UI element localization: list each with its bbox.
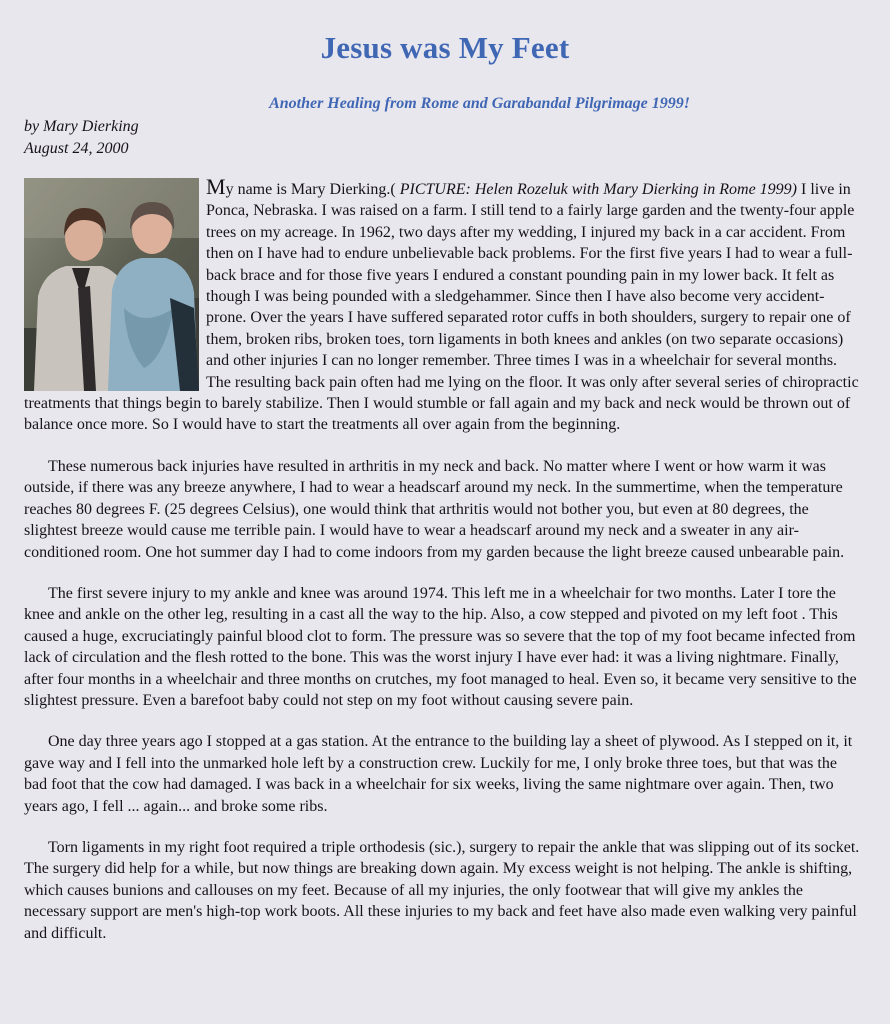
byline bbox=[24, 116, 139, 160]
drop-cap: M bbox=[206, 174, 226, 199]
article-subtitle: Another Healing from Rome and Garabandal Pilgrimage 1999! bbox=[269, 95, 690, 112]
paragraph-1-lead: y name is Mary Dierking.( bbox=[225, 181, 396, 198]
paragraph-1-text: I live in Ponca, Nebraska. I was raised on a farm. I still tend to a fairly large garden and the twenty-four apple trees on my acreage. In 1962, two days after my wedding, I injured my back in a car accident. From then on I have had to endure unbelievable back problems. For the first five years I had to wear a full-back brace and for those five years I endured a constant pounding pain in my lower back. It felt as though I was being pounded with a sledgehammer. Since then I have also become very accident-prone. Over the years I have suffered separated rotor cuffs in both shoulders, surgery to repair one of them, broken ribs, broken toes, torn ligaments in both knees and ankles (on two separate occasions) and other injuries I can no longer remember. Three times I was in a wheelchair for several months. The resulting back pain often had me lying on the floor. It was only after several series of chiropractic treatments that things begin to barely stabilize. Then I would stumble or fall again and my back and neck would be thrown out of balance once more. So I would have to start the treatments all over again from the beginning. bbox=[24, 181, 859, 434]
photo-caption: PICTURE: Helen Rozeluk with Mary Dierking in Rome 1999) bbox=[395, 181, 797, 198]
paragraph-2: These numerous back injuries have resulted in arthritis in my neck and back. No matter where I went or how warm it was outside, if there was any breeze anywhere, I had to wear a headscarf around my neck. In the summertime, when the temperature reaches 80 degrees F. (25 degrees Celsius), one would think that arthritis would not bother you, but even at 80 degrees, the slightest breeze would cause me terrible pain. I would have to wear a headscarf around my neck and a sweater in any air-conditioned room. One hot summer day I had to come indoors from my garden because the light breeze caused unbearable pain. bbox=[24, 457, 845, 561]
author-name: by Mary Dierking bbox=[24, 118, 139, 135]
paragraph-4: One day three years ago I stopped at a gas station. At the entrance to the building lay a sheet of plywood. As I stepped on it, it gave way and I fell into the unmarked hole left by a construction crew. Luckily for me, I only broke three toes, but that was the bad foot that the cow had damaged. I was back in a wheelchair for six weeks, living the same nightmare over again. Then, two years ago, I fell ... again... and broke some ribs. bbox=[24, 733, 853, 815]
photo-of-two-women bbox=[24, 178, 199, 391]
article-date: August 24, 2000 bbox=[24, 140, 129, 157]
article-body bbox=[24, 176, 864, 964]
photo-image bbox=[24, 178, 199, 391]
article-title: Jesus was My Feet bbox=[320, 30, 570, 65]
paragraph-5: Torn ligaments in my right foot required a triple orthodesis (sic.), surgery to repair the ankle that was slipping out of its socket. The surgery did help for a while, but now things are breaking down again. My excess weight is not helping. The ankle is shifting, which causes bunions and callouses on my feet. Because of all my injuries, the only footwear that will give my ankles the necessary support are men's high-top work boots. All these injuries to my back and feet have also made even walking very painful and difficult. bbox=[24, 838, 860, 942]
paragraph-3: The first severe injury to my ankle and knee was around 1974. This left me in a wheelchair for two months. Later I tore the knee and ankle on the other leg, resulting in a cast all the way to the hip. Also, a cow stepped and pivoted on my left foot . This caused a huge, excruciatingly painful blood clot to form. The pressure was so severe that the top of my foot became infected from lack of circulation and the flesh rotted to the bone. This was the worst injury I have ever had: it was a living nightmare. Finally, after four months in a wheelchair and three months on crutches, my foot managed to heal. Even so, it became very sensitive to the slightest pressure. Even a barefoot baby could not step on my foot without causing severe pain. bbox=[24, 584, 857, 709]
